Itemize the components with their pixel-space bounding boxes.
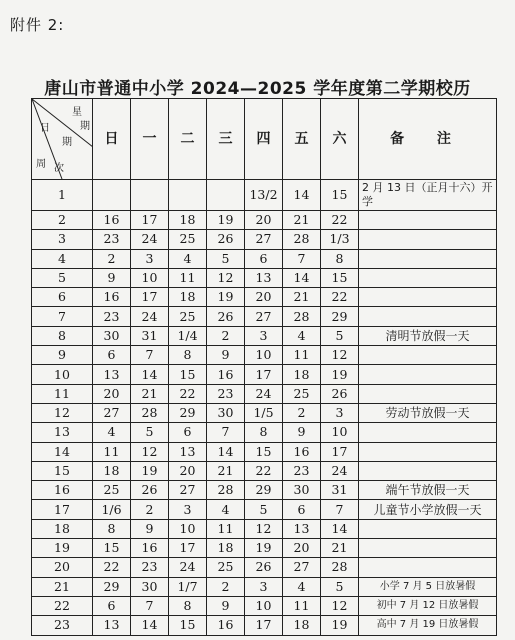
date-cell: 7 [321, 500, 359, 519]
date-cell: 7 [131, 596, 169, 615]
date-cell [207, 180, 245, 211]
date-cell: 30 [283, 481, 321, 500]
week-number-cell: 20 [32, 558, 93, 577]
week-number-cell: 16 [32, 481, 93, 500]
week-row [32, 211, 497, 230]
date-cell: 12 [207, 268, 245, 287]
calendar-body [32, 180, 497, 636]
date-cell: 17 [245, 616, 283, 635]
remark-cell [359, 365, 497, 384]
date-cell: 14 [131, 365, 169, 384]
date-cell: 2 [93, 249, 131, 268]
date-cell: 10 [169, 519, 207, 538]
date-cell: 11 [207, 519, 245, 538]
date-cell: 20 [245, 288, 283, 307]
remark-cell: 2 月 13 日（正月十六）开学 [359, 180, 497, 211]
date-cell: 5 [321, 577, 359, 596]
date-cell: 22 [245, 461, 283, 480]
week-number-cell: 23 [32, 616, 93, 635]
week-row [32, 616, 497, 635]
remark-cell: 劳动节放假一天 [359, 403, 497, 422]
remark-cell: 端午节放假一天 [359, 481, 497, 500]
remark-cell [359, 461, 497, 480]
date-cell: 25 [283, 384, 321, 403]
school-calendar-table [31, 98, 497, 636]
date-cell: 4 [283, 577, 321, 596]
week-number-cell: 8 [32, 326, 93, 345]
date-cell: 3 [321, 403, 359, 422]
date-cell: 25 [169, 230, 207, 249]
week-row [32, 519, 497, 538]
date-cell: 7 [131, 346, 169, 365]
date-cell: 1/6 [93, 500, 131, 519]
date-cell: 1/4 [169, 326, 207, 345]
date-cell: 21 [321, 539, 359, 558]
date-cell: 9 [131, 519, 169, 538]
date-cell: 17 [245, 365, 283, 384]
weekday-header-sat: 六 [321, 99, 359, 180]
date-cell: 16 [207, 365, 245, 384]
date-cell: 3 [131, 249, 169, 268]
date-cell: 17 [321, 442, 359, 461]
date-cell: 5 [131, 423, 169, 442]
date-cell: 13 [93, 616, 131, 635]
date-cell: 10 [321, 423, 359, 442]
week-row [32, 558, 497, 577]
date-cell: 26 [131, 481, 169, 500]
date-cell: 4 [169, 249, 207, 268]
date-cell: 29 [321, 307, 359, 326]
week-number-cell: 5 [32, 268, 93, 287]
date-cell: 3 [169, 500, 207, 519]
diag-label-ri: 日 [40, 123, 50, 134]
date-cell: 29 [169, 403, 207, 422]
date-cell: 8 [245, 423, 283, 442]
attachment-label: 附件 2: [10, 16, 65, 34]
date-cell: 26 [245, 558, 283, 577]
date-cell: 9 [207, 346, 245, 365]
date-cell: 5 [245, 500, 283, 519]
week-row [32, 365, 497, 384]
remark-cell [359, 519, 497, 538]
week-row [32, 577, 497, 596]
date-cell: 15 [169, 365, 207, 384]
week-number-cell: 11 [32, 384, 93, 403]
week-row [32, 596, 497, 615]
date-cell: 25 [93, 481, 131, 500]
date-cell: 19 [207, 288, 245, 307]
date-cell: 27 [93, 403, 131, 422]
date-cell: 18 [93, 461, 131, 480]
date-cell: 9 [283, 423, 321, 442]
date-cell: 1/7 [169, 577, 207, 596]
date-cell: 15 [321, 268, 359, 287]
date-cell: 19 [321, 365, 359, 384]
date-cell: 21 [283, 211, 321, 230]
diag-label-qi-2: 期 [62, 137, 72, 148]
date-cell: 22 [321, 211, 359, 230]
remark-cell [359, 230, 497, 249]
remark-cell [359, 268, 497, 287]
date-cell: 22 [169, 384, 207, 403]
date-cell: 3 [245, 326, 283, 345]
date-cell: 27 [245, 230, 283, 249]
date-cell: 9 [93, 268, 131, 287]
date-cell: 16 [131, 539, 169, 558]
date-cell: 18 [169, 211, 207, 230]
date-cell: 30 [93, 326, 131, 345]
date-cell: 24 [169, 558, 207, 577]
remark-cell [359, 249, 497, 268]
date-cell: 27 [169, 481, 207, 500]
date-cell: 15 [93, 539, 131, 558]
date-cell: 14 [321, 519, 359, 538]
date-cell: 28 [131, 403, 169, 422]
date-cell: 27 [245, 307, 283, 326]
week-number-cell: 2 [32, 211, 93, 230]
date-cell: 14 [283, 268, 321, 287]
weekday-header-wed: 三 [207, 99, 245, 180]
date-cell: 13 [93, 365, 131, 384]
date-cell: 12 [245, 519, 283, 538]
date-cell: 26 [321, 384, 359, 403]
date-cell: 17 [169, 539, 207, 558]
date-cell: 12 [131, 442, 169, 461]
date-cell: 8 [93, 519, 131, 538]
date-cell: 24 [131, 230, 169, 249]
week-row [32, 500, 497, 519]
date-cell: 3 [245, 577, 283, 596]
date-cell: 1/5 [245, 403, 283, 422]
week-number-cell: 9 [32, 346, 93, 365]
date-cell: 6 [283, 500, 321, 519]
date-cell: 22 [93, 558, 131, 577]
date-cell: 9 [207, 596, 245, 615]
date-cell: 13/2 [245, 180, 283, 211]
week-number-cell: 4 [32, 249, 93, 268]
week-number-cell: 7 [32, 307, 93, 326]
date-cell: 15 [169, 616, 207, 635]
date-cell: 7 [207, 423, 245, 442]
week-row [32, 249, 497, 268]
date-cell: 2 [283, 403, 321, 422]
date-cell: 1/3 [321, 230, 359, 249]
weekday-header-tue: 二 [169, 99, 207, 180]
date-cell: 10 [245, 596, 283, 615]
date-cell: 2 [207, 326, 245, 345]
date-cell: 19 [321, 616, 359, 635]
date-cell: 28 [207, 481, 245, 500]
week-number-cell: 22 [32, 596, 93, 615]
date-cell: 16 [93, 288, 131, 307]
date-cell: 28 [321, 558, 359, 577]
date-cell [93, 180, 131, 211]
date-cell: 21 [131, 384, 169, 403]
date-cell: 19 [245, 539, 283, 558]
date-cell: 2 [207, 577, 245, 596]
date-cell: 16 [283, 442, 321, 461]
date-cell: 6 [245, 249, 283, 268]
week-number-cell: 19 [32, 539, 93, 558]
date-cell: 30 [207, 403, 245, 422]
date-cell: 30 [131, 577, 169, 596]
remarks-header: 备 注 [359, 99, 497, 180]
date-cell: 7 [283, 249, 321, 268]
week-row [32, 403, 497, 422]
date-cell: 16 [207, 616, 245, 635]
date-cell: 26 [207, 307, 245, 326]
week-row [32, 230, 497, 249]
date-cell: 11 [169, 268, 207, 287]
date-cell [169, 180, 207, 211]
remark-cell [359, 384, 497, 403]
date-cell: 29 [245, 481, 283, 500]
remark-cell [359, 558, 497, 577]
date-cell: 14 [131, 616, 169, 635]
date-cell: 15 [245, 442, 283, 461]
week-row [32, 326, 497, 345]
week-number-cell: 15 [32, 461, 93, 480]
week-row [32, 384, 497, 403]
remark-cell [359, 346, 497, 365]
week-row [32, 539, 497, 558]
remark-cell: 初中 7 月 12 日放暑假 [359, 596, 497, 615]
date-cell: 15 [321, 180, 359, 211]
week-row [32, 180, 497, 211]
date-cell: 14 [207, 442, 245, 461]
diag-label-xing: 星 [72, 107, 82, 118]
week-row [32, 481, 497, 500]
date-cell: 23 [207, 384, 245, 403]
date-cell: 19 [131, 461, 169, 480]
week-number-cell: 18 [32, 519, 93, 538]
week-row [32, 307, 497, 326]
date-cell: 19 [207, 211, 245, 230]
date-cell: 29 [93, 577, 131, 596]
date-cell: 25 [169, 307, 207, 326]
date-cell: 20 [283, 539, 321, 558]
date-cell: 31 [321, 481, 359, 500]
date-cell: 21 [283, 288, 321, 307]
date-cell: 24 [321, 461, 359, 480]
date-cell: 18 [207, 539, 245, 558]
page-title: 唐山市普通中小学 2024—2025 学年度第二学期校历 [44, 79, 471, 99]
date-cell: 8 [169, 346, 207, 365]
date-cell: 10 [131, 268, 169, 287]
date-cell: 4 [93, 423, 131, 442]
week-number-cell: 13 [32, 423, 93, 442]
week-number-cell: 3 [32, 230, 93, 249]
date-cell: 20 [169, 461, 207, 480]
remark-cell [359, 423, 497, 442]
date-cell: 26 [207, 230, 245, 249]
week-row [32, 346, 497, 365]
date-cell: 17 [131, 211, 169, 230]
date-cell: 20 [93, 384, 131, 403]
week-row [32, 442, 497, 461]
date-cell: 23 [283, 461, 321, 480]
date-cell: 12 [321, 596, 359, 615]
date-cell: 21 [207, 461, 245, 480]
week-number-cell: 14 [32, 442, 93, 461]
date-cell: 18 [283, 616, 321, 635]
week-row [32, 288, 497, 307]
week-row [32, 461, 497, 480]
date-cell: 2 [131, 500, 169, 519]
date-cell: 22 [321, 288, 359, 307]
week-number-cell: 10 [32, 365, 93, 384]
date-cell: 6 [93, 596, 131, 615]
week-row [32, 423, 497, 442]
date-cell: 6 [169, 423, 207, 442]
remark-cell: 高中 7 月 19 日放暑假 [359, 616, 497, 635]
remark-cell [359, 307, 497, 326]
date-cell: 6 [93, 346, 131, 365]
date-cell: 8 [169, 596, 207, 615]
header-row [32, 99, 497, 180]
date-cell: 5 [207, 249, 245, 268]
date-cell: 12 [321, 346, 359, 365]
date-cell: 24 [131, 307, 169, 326]
date-cell: 11 [283, 346, 321, 365]
date-cell: 11 [93, 442, 131, 461]
date-cell: 10 [245, 346, 283, 365]
date-cell: 31 [131, 326, 169, 345]
diagonal-header-cell [32, 99, 93, 180]
weekday-header-fri: 五 [283, 99, 321, 180]
date-cell: 18 [283, 365, 321, 384]
remark-cell [359, 211, 497, 230]
date-cell: 28 [283, 230, 321, 249]
date-cell: 16 [93, 211, 131, 230]
week-number-cell: 1 [32, 180, 93, 211]
date-cell: 23 [93, 230, 131, 249]
date-cell: 13 [283, 519, 321, 538]
date-cell: 8 [321, 249, 359, 268]
weekday-header-sun: 日 [93, 99, 131, 180]
remark-cell: 儿童节小学放假一天 [359, 500, 497, 519]
week-row [32, 268, 497, 287]
date-cell: 20 [245, 211, 283, 230]
week-number-cell: 21 [32, 577, 93, 596]
date-cell: 14 [283, 180, 321, 211]
date-cell [131, 180, 169, 211]
remark-cell [359, 442, 497, 461]
date-cell: 23 [131, 558, 169, 577]
date-cell: 13 [245, 268, 283, 287]
date-cell: 13 [169, 442, 207, 461]
weekday-header-mon: 一 [131, 99, 169, 180]
diag-label-zhou: 周 [36, 159, 46, 170]
date-cell: 17 [131, 288, 169, 307]
week-number-cell: 6 [32, 288, 93, 307]
date-cell: 28 [283, 307, 321, 326]
remark-cell: 清明节放假一天 [359, 326, 497, 345]
date-cell: 25 [207, 558, 245, 577]
weekday-header-thu: 四 [245, 99, 283, 180]
date-cell: 18 [169, 288, 207, 307]
remark-cell: 小学 7 月 5 日放暑假 [359, 577, 497, 596]
diag-label-ci: 次 [54, 163, 64, 174]
date-cell: 23 [93, 307, 131, 326]
remark-cell [359, 539, 497, 558]
date-cell: 4 [207, 500, 245, 519]
date-cell: 11 [283, 596, 321, 615]
week-number-cell: 12 [32, 403, 93, 422]
date-cell: 27 [283, 558, 321, 577]
remark-cell [359, 288, 497, 307]
date-cell: 24 [245, 384, 283, 403]
week-number-cell: 17 [32, 500, 93, 519]
date-cell: 5 [321, 326, 359, 345]
date-cell: 4 [283, 326, 321, 345]
diag-label-qi-1: 期 [80, 121, 90, 132]
